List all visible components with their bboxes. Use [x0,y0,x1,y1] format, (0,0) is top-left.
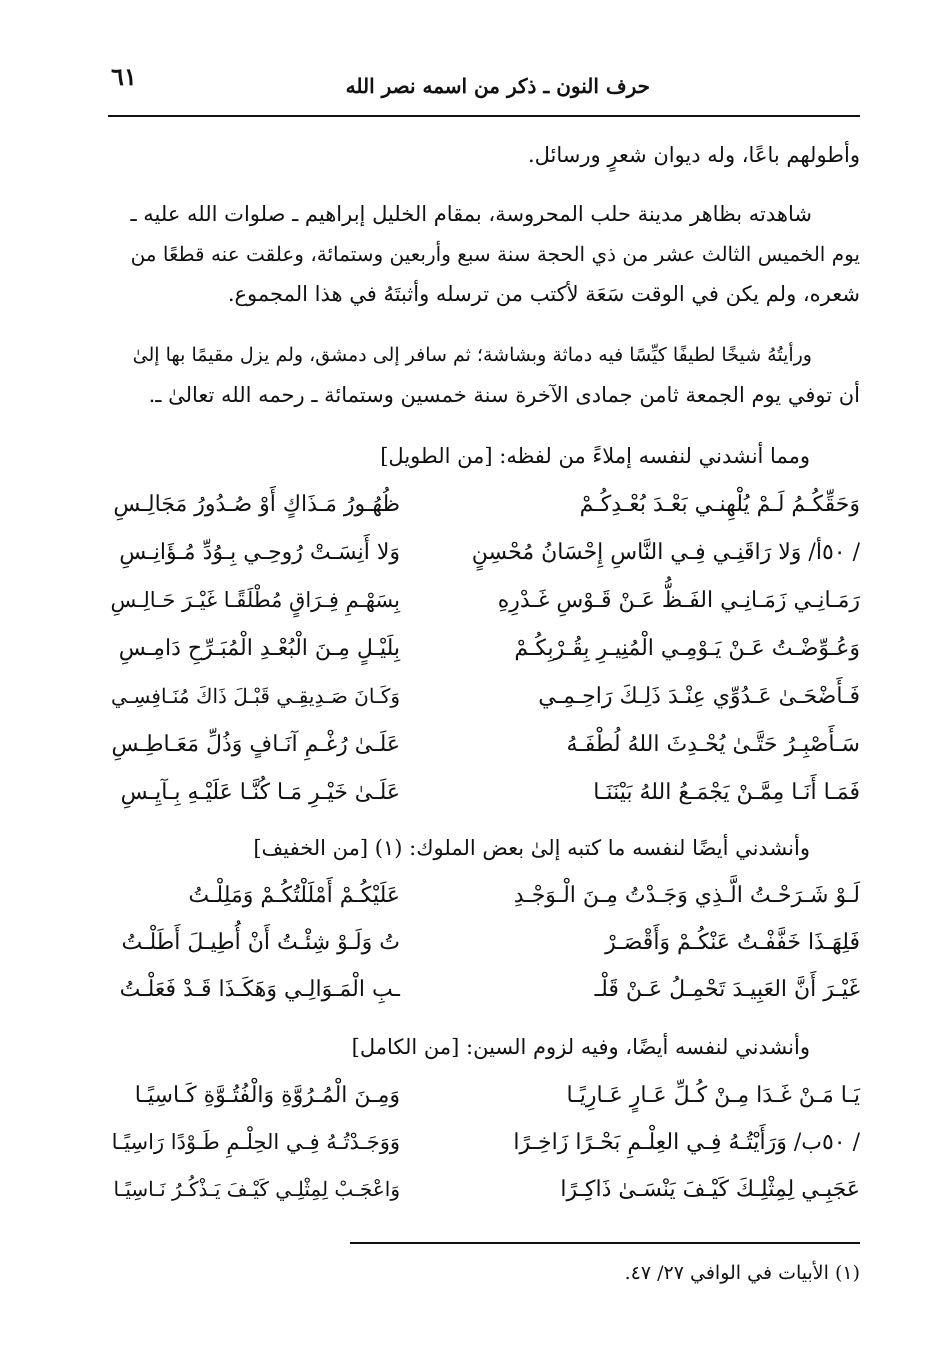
verse-first-hemistich: سَـأَصْبِـرُ حَتَّـىٰ يُحْـدِثَ اللهُ لُطْفَـهُ [566,732,860,757]
verse-second-hemistich: بِلَيْـلٍ مِـنَ الْبُعْـدِ الْمُبَـرِّحِ دَامِـسِ [118,636,400,661]
paragraph-line: شعره، ولم يكن في الوقت سَعَة لأكتب من ترسله وأثبتَهُ في هذا المجموع. [227,282,860,306]
verse-second-hemistich: وَكَـانَ صَـدِيقِـي قَبْـلَ ذَاكَ مُنَـافِسِـي [111,684,400,708]
verse-second-hemistich: عَلَـىٰ خَيْـرِ مَـا كُنَّـا عَلَيْـهِ بِـآيِـسِ [120,780,400,805]
verse [105,732,860,776]
verse-first-hemistich: / ٥٠ب/ وَرَأَيْتُـهُ فِـي العِلْـمِ بَحْـرًا زَاخِـرًا [513,1130,860,1155]
verse-second-hemistich: بِسَهْـمِ فِـرَاقٍ مُطْلَقًـا غَيْـرَ حَـالِـسِ [110,588,400,612]
verse-second-hemistich: عَلَيْكُـمْ أَمْلَلْتُكُـمْ وَمَلِلْـتُ [188,883,400,908]
verse-second-hemistich: تُ وَلَـوْ شِئْـتُ أَنْ أُطِيـلَ أَطَلْـتُ [121,930,400,955]
page-header [105,60,860,110]
footnote: (١) الأبيات في الوافي ٢٧/ ٤٧. [624,1262,860,1284]
verse [105,930,860,974]
verse-second-hemistich: وَمِـنَ الْمُـرُوَّةِ وَالْفُتُـوَّةِ كَـاسِيًـا [134,1083,400,1108]
poem-intro: وأنشدني أيضًا لنفسه ما كتبه إلىٰ بعض الملوك: (١) [من الخفيف] [253,836,810,860]
paragraph-line: وأطولهم باعًا، وله ديوان شعرٍ ورسائل. [527,143,860,167]
verse [105,684,860,728]
paragraph-line: يوم الخميس الثالث عشر من ذي الحجة سنة سبع وأربعين وستمائة، وعلقت عنه قطعًا من [130,242,860,266]
paragraph-2 [100,194,860,314]
verse-second-hemistich: وَوَجَـدْتُـهُ فِـي الحِلْـمِ طَـوْدًا رَاسِيًـا [111,1130,400,1154]
verse-first-hemistich: وَعُـوِّضْـتُ عَـنْ يَـوْمِـي الْمُنِيـرِ بِقُـرْبِكُـمْ [514,636,860,661]
verse-first-hemistich: غَيْـرَ أَنَّ العَبِيـدَ تَحْمِـلُ عَـنْ قَلْـ [594,977,860,1002]
verse-first-hemistich: فَلِهَـذَا خَفَّفْـتُ عَنْكُـمْ وَأَقْصَـرْ [605,930,860,955]
page-number: ٦١ [111,62,137,91]
verse-first-hemistich: فَمَـا أَنَـا مِمَّـنْ يَجْمَـعُ اللهُ بَيْنَنَـا [593,780,860,805]
verse-first-hemistich: لَـوْ شَـرَحْـتُ الَّـذِي وَجَـدْتُ مِـنَ الْـوَجْـدِ [513,883,860,908]
verse-second-hemistich: ظُهُـورُ مَـذَاكٍ أَوْ صُـدُورُ مَجَالِـسِ [113,492,400,517]
verse [105,492,860,536]
verse [105,636,860,680]
paragraph-line: أن توفي يوم الجمعة ثامن جمادى الآخرة سنة خمسين وستمائة ـ رحمه الله تعالىٰ ـ. [148,383,860,407]
paragraph-line: ورأيتُهُ شيخًا لطيفًا كيِّسًا فيه دماثة وبشاشة؛ ثم سافر إلى دمشق، ولم يزل مقيمًا بها إلىٰ [132,344,812,366]
poem-intro: ومما أنشدني لنفسه إملاءً من لفظه: [من الطويل] [380,444,810,468]
paragraph-line: شاهدته بظاهر مدينة حلب المحروسة، بمقام الخليل إبراهيم ـ صلوات الله عليه ـ [130,202,812,226]
footnote-rule [350,1242,860,1244]
verse-first-hemistich: / ٥٠أ/ وَلا رَاقَنِـي فِـي النَّاسِ إِحْسَانُ مُحْسِنٍ [471,540,860,565]
paragraph-3 [100,335,860,415]
running-title: حرف النون ـ ذكر من اسمه نصر الله [345,74,650,98]
verse-second-hemistich: وَاعْجَـبْ لِمِثْلِـي كَيْـفَ يَـذْكُـرُ نَـاسِيًـا [113,1177,400,1201]
verse [105,588,860,632]
verse-first-hemistich: يَـا مَـنْ غَـدَا مِـنْ كُـلِّ عَـارٍ عَـارِيًـا [566,1083,860,1108]
verse [105,540,860,584]
verse-second-hemistich: وَلا أَنِسَـتْ رُوحِـي بِـوُدِّ مُـؤَانِـسِ [119,540,400,565]
verse-first-hemistich: عَجَبِـي لِمِثْلِـكَ كَيْـفَ يَنْسَـىٰ ذَاكِـرًا [560,1177,860,1202]
verse [105,1130,860,1174]
verse [105,883,860,927]
verse [105,1083,860,1127]
verse [105,780,860,824]
verse-second-hemistich: ـبِ الْمَـوَالِـي وَهَكَـذَا قَـدْ فَعَلْـتُ [119,977,400,1002]
verse-first-hemistich: رَمَـانِـي زَمَـانِـي الفَـظُّ عَـنْ قَـوْسِ غَـدْرِهِ [497,588,860,613]
verse-first-hemistich: فَـأَضْحَـىٰ عَـدُوِّي عِنْـدَ ذَلِـكَ رَاحِـمِـي [538,684,860,709]
verse [105,1177,860,1221]
verse-first-hemistich: وَحَقِّكُـمُ لَـمْ يُلْهِنـي بَعْـدَ بُعْـدِكُـمْ [579,492,860,517]
header-rule [108,115,860,117]
poem-intro: وأنشدني لنفسه أيضًا، وفيه لزوم السين: [من الكامل] [351,1035,810,1059]
verse-second-hemistich: عَلَـىٰ رُغْـمِ آنَـافٍ وَذُلِّ مَعَـاطِـسِ [111,732,400,757]
paragraph-1 [100,135,860,175]
verse [105,977,860,1021]
